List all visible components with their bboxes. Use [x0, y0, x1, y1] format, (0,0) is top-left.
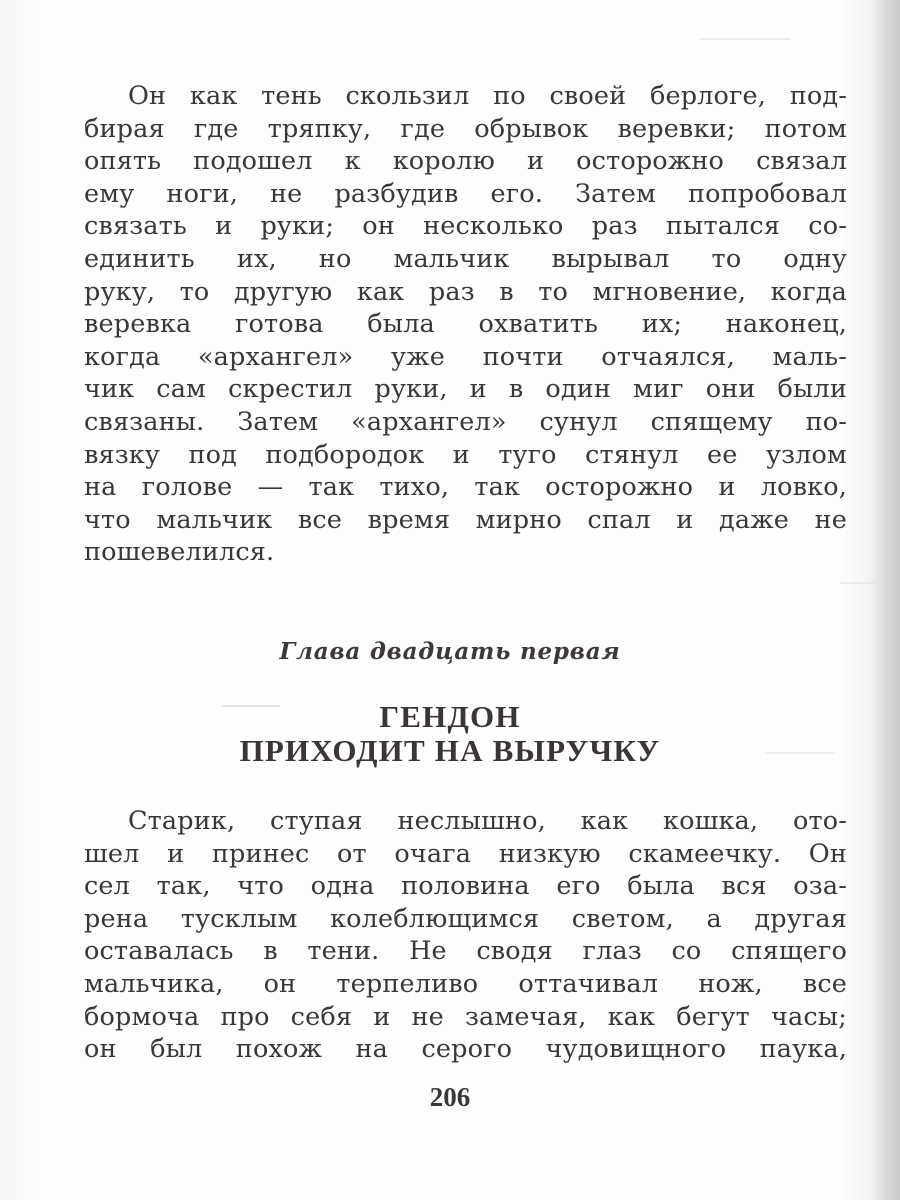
page-number: 206 — [429, 1082, 471, 1112]
text-line: вязку под подбородок и туго стянул ее узлом — [84, 439, 847, 470]
chapter-title-line-2: ПРИХОДИТ НА ВЫРУЧКУ — [239, 733, 661, 768]
paragraph-2 — [84, 805, 847, 1066]
text-line: бормоча про себя и не замечая, как бегут часы; — [84, 1001, 847, 1032]
text-line: сел так, что одна половина его была вся оза- — [84, 871, 847, 902]
chapter-title-line-1: ГЕНДОН — [379, 699, 521, 734]
text-line: единить их, но мальчик вырывал то одну — [84, 243, 847, 274]
text-line: шел и принес от очага низкую скамеечку. Он — [84, 838, 847, 869]
text-line: чик сам скрестил руки, и в один миг они были — [84, 374, 847, 405]
text-line: ему ноги, не разбудив его. Затем попробовал — [84, 178, 847, 209]
chapter-title — [0, 700, 900, 768]
text-line: мальчика, он терпеливо оттачивал нож, все — [84, 968, 847, 999]
text-line: он был похож на серого чудовищного паука, — [84, 1034, 847, 1065]
text-line: Старик, ступая неслышно, как кошка, ото- — [128, 806, 847, 836]
paragraph-1 — [84, 80, 847, 569]
chapter-label: Глава двадцать первая — [279, 638, 621, 665]
text-line: когда «архангел» уже почти отчаялся, маль- — [84, 341, 847, 372]
text-line: оставалась в тени. Не сводя глаз со спящего — [84, 936, 847, 967]
text-line: руку, то другую как раз в то мгновение, когда — [84, 276, 847, 307]
text-line: рена тусклым колеблющимся светом, а другая — [84, 903, 847, 934]
text-line: на голове — так тихо, так осторожно и ловко, — [84, 472, 847, 503]
text-line: связаны. Затем «архангел» сунул спящему по- — [84, 406, 847, 437]
text-line: веревка готова была охватить их; наконец, — [84, 309, 847, 340]
text-line: опять подошел к королю и осторожно связал — [84, 146, 847, 177]
text-line: связать и руки; он несколько раз пытался со- — [84, 211, 847, 242]
bleed-through-mark — [700, 38, 790, 40]
bleed-through-mark — [840, 582, 880, 584]
text-line: Он как тень скользил по своей берлоге, под- — [128, 81, 847, 111]
text-line: что мальчик все время мирно спал и даже не — [84, 504, 847, 535]
text-line: пошевелился. — [84, 537, 275, 568]
text-line: бирая где тряпку, где обрывок веревки; потом — [84, 113, 847, 144]
